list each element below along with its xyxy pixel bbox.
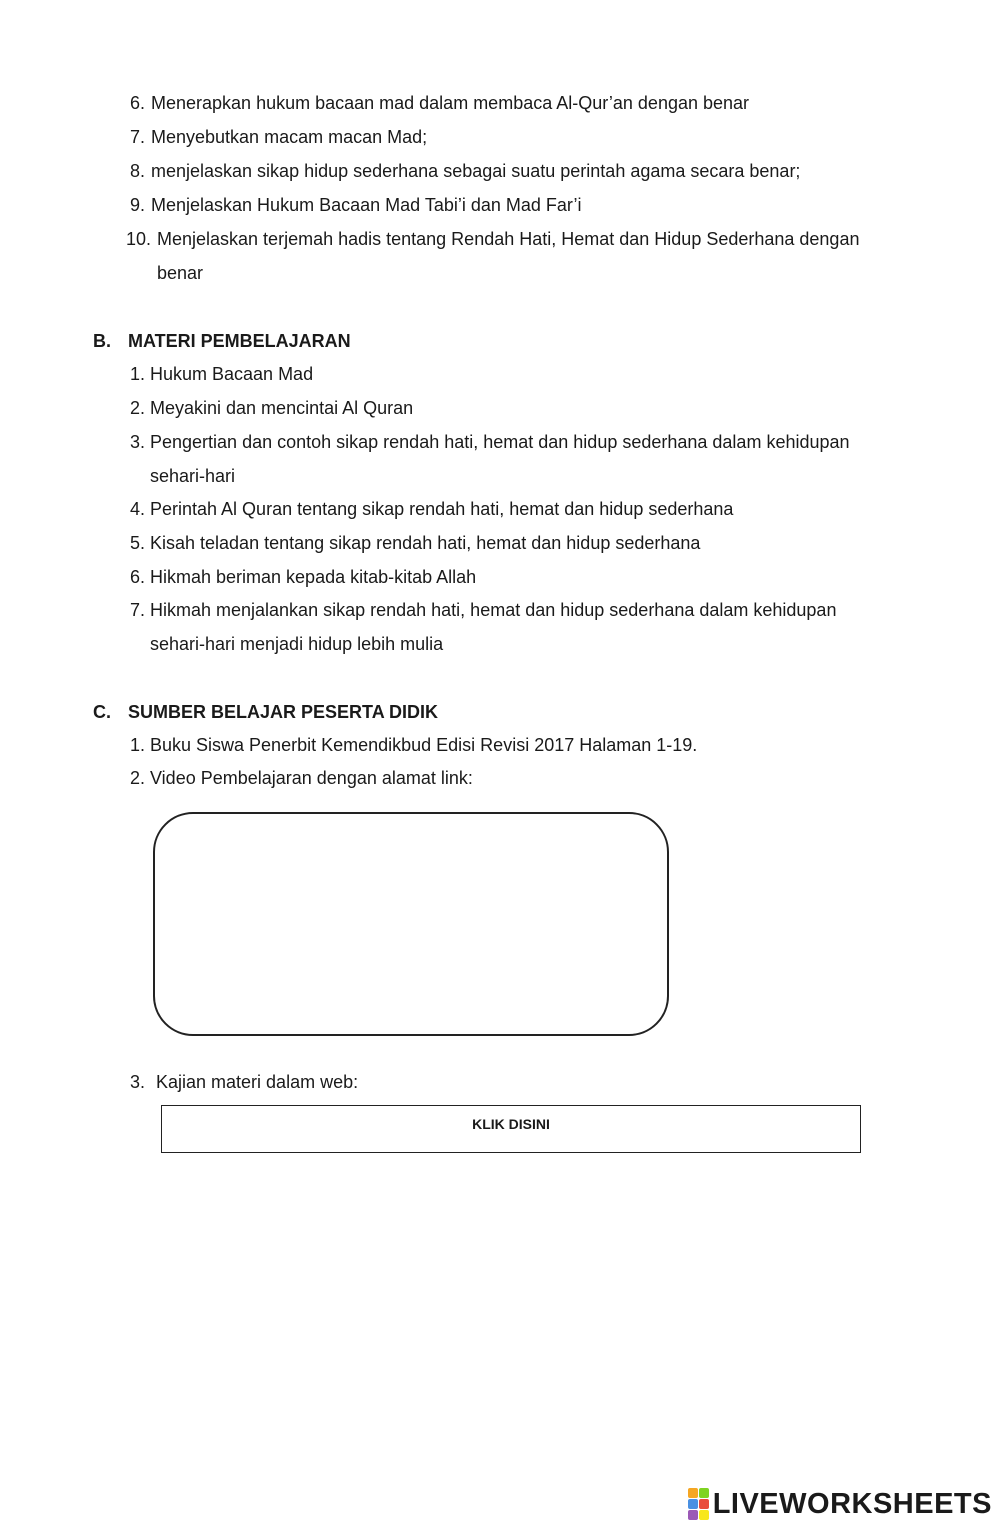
liveworksheets-logo <box>688 1486 992 1522</box>
video-link-box[interactable] <box>153 812 669 1036</box>
list-item-continuation: sehari-hari menjadi hidup lebih mulia <box>150 634 444 654</box>
section-c-letter: C. <box>93 702 111 722</box>
list-item-continuation: benar <box>157 263 204 283</box>
list-item-continuation: sehari-hari <box>150 466 236 486</box>
section-c-title: SUMBER BELAJAR PESERTA DIDIK <box>128 702 439 722</box>
web-link-label: KLIK DISINI <box>472 1116 550 1132</box>
section-b-letter: B. <box>93 331 111 351</box>
logo-blocks-icon <box>688 1488 709 1520</box>
section-b-title: MATERI PEMBELAJARAN <box>128 331 351 351</box>
web-link-button[interactable] <box>161 1105 861 1153</box>
logo-text: LIVEWORKSHEETS <box>712 1487 992 1520</box>
